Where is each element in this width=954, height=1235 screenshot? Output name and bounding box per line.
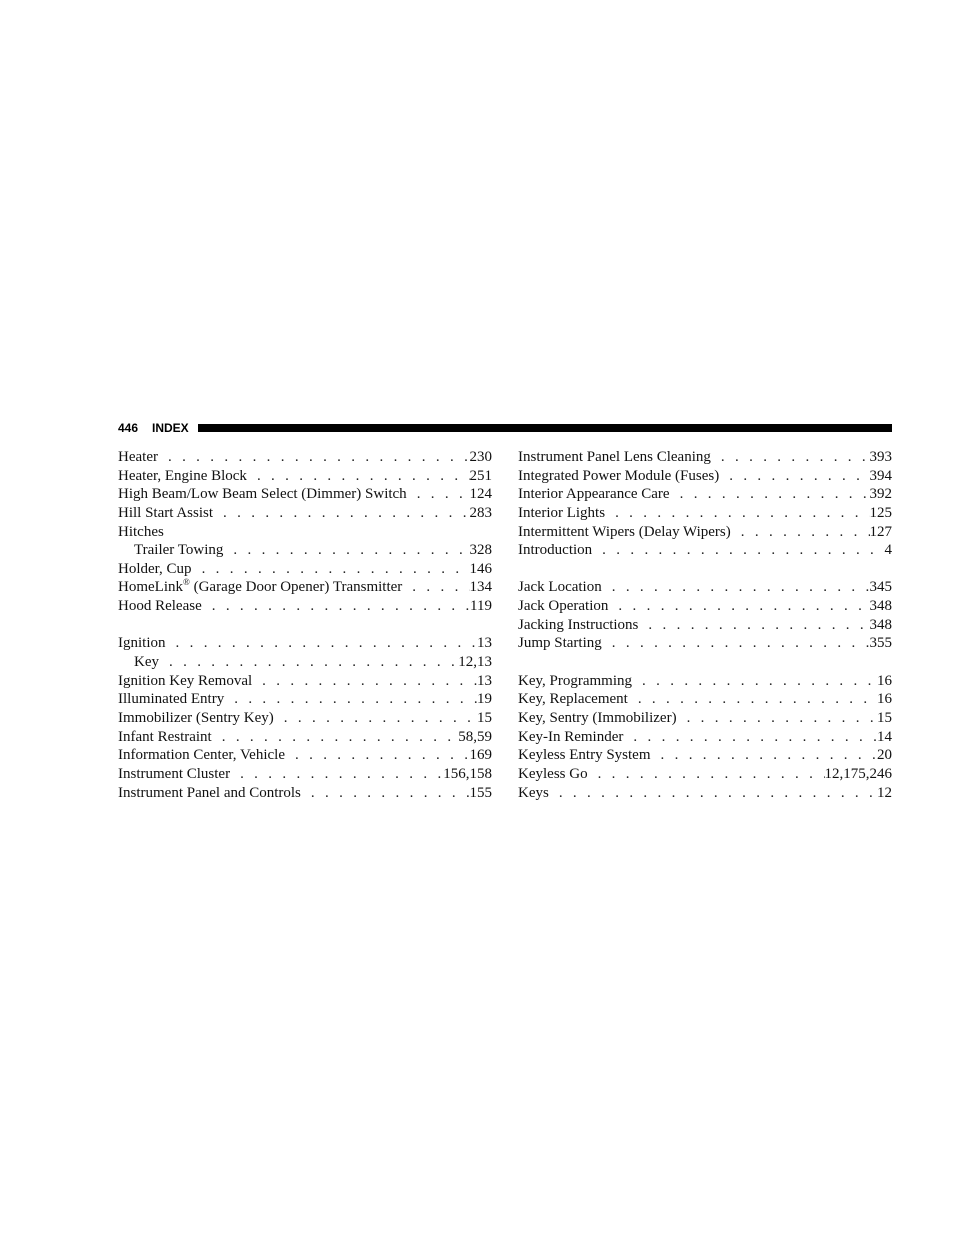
entry-term-text: HomeLink [118, 579, 183, 596]
entry-term-text: Key [134, 654, 159, 671]
entry-term [518, 690, 628, 709]
entry-page-numbers: 392 [869, 486, 892, 503]
entry-term-text: Jack Operation [518, 598, 609, 615]
entry-term-text: Introduction [518, 542, 593, 559]
entry-page-numbers: 15 [477, 709, 492, 726]
entry-term-text: Hood Release [118, 598, 202, 615]
entry-term-text: Instrument Cluster [118, 765, 231, 782]
entry-page-numbers: 12,175,246 [824, 765, 892, 782]
dot-leader [192, 560, 470, 579]
index-entry [518, 746, 892, 765]
entry-term-text: Keyless Entry System [518, 747, 651, 764]
index-column-left [118, 448, 492, 802]
index-entry [518, 448, 892, 467]
entry-page-numbers: 125 [869, 504, 892, 521]
index-entry [518, 728, 892, 747]
entry-term [518, 504, 605, 523]
entry-page-numbers: 348 [869, 598, 892, 615]
entry-term [518, 709, 677, 728]
dot-leader [224, 690, 477, 709]
entry-page-numbers: 394 [869, 467, 892, 484]
entry-term [518, 672, 632, 691]
entry-page-numbers: 12,13 [458, 654, 492, 671]
index-entry [518, 672, 892, 691]
entry-term [518, 634, 602, 653]
dot-leader [638, 616, 869, 635]
index-entry [118, 597, 492, 616]
entry-page-numbers: 19 [477, 691, 492, 708]
entry-term-text: Key, Sentry (Immobilizer) [518, 709, 677, 726]
dot-leader [407, 485, 470, 504]
entry-page-numbers: 58,59 [458, 728, 492, 745]
entry-term-text: Interior Appearance Care [518, 486, 670, 503]
index-entry [518, 616, 892, 635]
dot-leader [608, 597, 869, 616]
dot-leader [628, 690, 877, 709]
dot-leader [719, 467, 869, 486]
entry-term-text: Jacking Instructions [518, 616, 639, 633]
dot-leader [159, 653, 458, 672]
index-entry [518, 765, 892, 784]
dot-leader [605, 504, 869, 523]
entry-term-text: Hitches [118, 523, 164, 540]
entry-term [118, 709, 274, 728]
entry-term [518, 597, 608, 616]
dot-leader [274, 709, 477, 728]
entry-term-text: Integrated Power Module (Fuses) [518, 467, 720, 484]
dot-leader [223, 541, 469, 560]
entry-page-numbers: 14 [877, 728, 892, 745]
entry-page-numbers: 230 [469, 449, 492, 465]
header-rule [198, 424, 892, 432]
entry-term [518, 523, 731, 542]
index-entry [518, 485, 892, 504]
index-column-right [518, 448, 892, 802]
index-entry [118, 709, 492, 728]
dot-leader [602, 634, 870, 653]
entry-term [118, 485, 407, 504]
entry-page-numbers: 16 [877, 672, 892, 689]
index-entry [118, 504, 492, 523]
index-entry [118, 728, 492, 747]
index-subentry [118, 653, 492, 672]
index-entry [518, 578, 892, 597]
dot-leader [213, 504, 469, 523]
dot-leader [202, 597, 470, 616]
dot-leader [677, 709, 877, 728]
index-entry [118, 634, 492, 653]
entry-page-numbers: 12 [877, 784, 892, 801]
entry-term-text: Instrument Panel Lens Cleaning [518, 449, 711, 465]
dot-leader [402, 578, 469, 597]
entry-term-text: Heater, Engine Block [118, 467, 247, 484]
entry-term [518, 541, 592, 560]
page-header [118, 420, 892, 436]
dot-leader [247, 467, 470, 486]
entry-term-text: Hill Start Assist [118, 504, 214, 521]
dot-leader [623, 728, 877, 747]
entry-term [118, 560, 192, 579]
entry-term-text: Instrument Panel and Controls [118, 784, 301, 801]
index-entry [118, 672, 492, 691]
entry-term [118, 504, 213, 523]
index-entry [518, 467, 892, 486]
dot-leader [212, 728, 459, 747]
entry-term [518, 467, 719, 486]
index-entry [118, 523, 492, 542]
dot-leader [592, 541, 884, 560]
entry-page-numbers: 16 [877, 691, 892, 708]
entry-page-numbers: 134 [469, 579, 492, 596]
entry-page-numbers: 119 [470, 598, 492, 615]
page-number: 446 [118, 421, 139, 435]
entry-page-numbers: 328 [469, 542, 492, 559]
entry-term-text: Keyless Go [518, 765, 588, 782]
entry-page-numbers: 169 [469, 747, 492, 764]
dot-leader [602, 578, 870, 597]
entry-term [134, 653, 159, 672]
index-entry [118, 560, 492, 579]
entry-page-numbers: 20 [877, 747, 892, 764]
entry-page-numbers: 345 [869, 579, 892, 596]
entry-page-numbers: 13 [477, 672, 492, 689]
entry-term [118, 765, 230, 784]
entry-term-text: Infant Restraint [118, 728, 212, 745]
index-entry [118, 690, 492, 709]
entry-term [518, 728, 623, 747]
entry-term [118, 523, 164, 542]
entry-term-text: Key, Replacement [518, 691, 628, 708]
dot-leader [166, 634, 478, 653]
index-entry [518, 784, 892, 803]
index-entry [118, 485, 492, 504]
entry-term-text: Illuminated Entry [118, 691, 225, 708]
index-entry [118, 765, 492, 784]
entry-page-numbers: 251 [469, 467, 492, 484]
entry-term [518, 765, 588, 784]
entry-page-numbers: 124 [469, 486, 492, 503]
dot-leader [285, 746, 470, 765]
index-spacer [518, 560, 892, 579]
entry-page-numbers: 283 [469, 504, 492, 521]
entry-term-text: Jump Starting [518, 635, 602, 652]
dot-leader [301, 784, 470, 803]
entry-term [118, 597, 202, 616]
index-entry [518, 690, 892, 709]
entry-term-text: Ignition Key Removal [118, 672, 253, 689]
dot-leader [711, 448, 870, 467]
entry-term [518, 616, 638, 635]
entry-page-numbers: 355 [869, 635, 892, 652]
entry-term [518, 578, 602, 597]
entry-term-text: Ignition [118, 635, 166, 652]
entry-page-numbers: 4 [884, 542, 892, 559]
dot-leader [230, 765, 443, 784]
entry-term [118, 634, 166, 653]
index-entry [118, 784, 492, 803]
entry-term [518, 746, 651, 765]
index-entry [518, 541, 892, 560]
entry-page-numbers: 15 [877, 709, 892, 726]
entry-term-text: Keys [518, 784, 549, 801]
entry-page-numbers: 13 [477, 635, 492, 652]
entry-term [118, 448, 158, 467]
entry-page-numbers: 127 [869, 523, 892, 540]
entry-term-text: Key-In Reminder [518, 728, 624, 745]
entry-term-text: Holder, Cup [118, 560, 192, 577]
index-entry [518, 597, 892, 616]
entry-term [118, 746, 285, 765]
entry-term [118, 672, 252, 691]
index-entry [118, 448, 492, 467]
registered-mark: ® [183, 578, 190, 588]
entry-term-text: Intermittent Wipers (Delay Wipers) [518, 523, 731, 540]
index-entry [118, 467, 492, 486]
index-entry [118, 746, 492, 765]
entry-page-numbers: 348 [869, 616, 892, 633]
dot-leader [588, 765, 825, 784]
index-entry [118, 578, 492, 597]
index-entry [518, 709, 892, 728]
entry-term [118, 728, 212, 747]
dot-leader [651, 746, 878, 765]
index-subentry [118, 541, 492, 560]
entry-page-numbers: 155 [469, 784, 492, 801]
dot-leader [252, 672, 477, 691]
entry-term-text-rest: (Garage Door Opener) Transmitter [189, 579, 403, 596]
dot-leader [731, 523, 870, 542]
dot-leader [549, 784, 877, 803]
entry-term [118, 784, 301, 803]
dot-leader [632, 672, 877, 691]
entry-term-text: Interior Lights [518, 504, 606, 521]
entry-term-text: High Beam/Low Beam Select (Dimmer) Switch [118, 486, 407, 503]
index-entry [518, 523, 892, 542]
entry-term-text: Immobilizer (Sentry Key) [118, 709, 274, 726]
entry-term-text: Key, Programming [518, 672, 633, 689]
entry-term [518, 448, 711, 467]
entry-term-text: Information Center, Vehicle [118, 747, 285, 764]
entry-page-numbers: 156,158 [443, 765, 492, 782]
entry-term [118, 578, 402, 597]
entry-term [518, 485, 670, 504]
entry-page-numbers: 146 [469, 560, 492, 577]
entry-term [118, 690, 224, 709]
index-entry [518, 504, 892, 523]
entry-page-numbers: 393 [869, 449, 892, 465]
entry-term-text: Trailer Towing [134, 542, 224, 559]
dot-leader [670, 485, 870, 504]
entry-term [518, 784, 549, 803]
entry-term [118, 467, 247, 486]
entry-term-text: Heater [118, 449, 158, 465]
entry-term-text: Jack Location [518, 579, 602, 596]
section-title: INDEX [152, 421, 189, 435]
entry-term [134, 541, 223, 560]
index-spacer [118, 616, 492, 635]
index-entry [518, 634, 892, 653]
dot-leader [158, 448, 470, 467]
index-spacer [518, 653, 892, 672]
